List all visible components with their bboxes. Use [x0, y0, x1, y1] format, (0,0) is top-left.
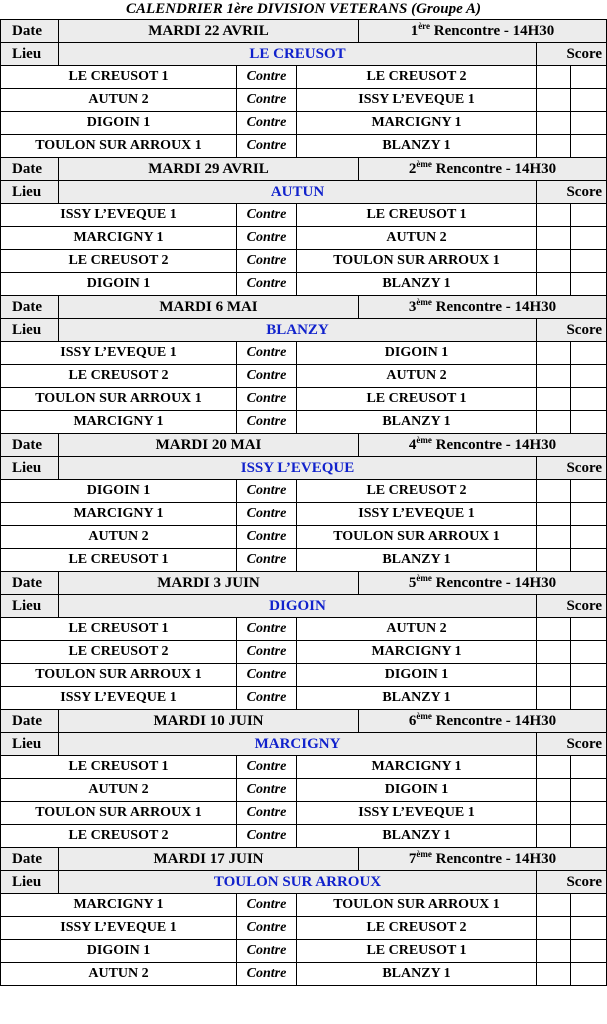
round-num: 4 [408, 437, 417, 453]
home-team: AUTUN 2 [1, 779, 237, 802]
round-venue: TOULON SUR ARROUX [59, 871, 537, 894]
away-score-cell[interactable] [571, 273, 607, 296]
round-venue-row [1, 43, 607, 66]
round-ordinal: ème [416, 159, 432, 169]
away-score-cell[interactable] [571, 963, 607, 986]
home-team: LE CREUSOT 1 [1, 66, 237, 89]
match-row [1, 526, 607, 549]
home-team: LE CREUSOT 1 [1, 756, 237, 779]
home-team: LE CREUSOT 2 [1, 250, 237, 273]
match-row [1, 227, 607, 250]
round-date: MARDI 22 AVRIL [59, 20, 359, 43]
away-score-cell[interactable] [571, 549, 607, 572]
home-score-cell[interactable] [537, 480, 571, 503]
date-label: Date [1, 710, 59, 733]
round-date-row [1, 710, 607, 733]
home-team: ISSY L’EVEQUE 1 [1, 687, 237, 710]
match-row [1, 963, 607, 986]
round-venue-row [1, 319, 607, 342]
away-score-cell[interactable] [571, 342, 607, 365]
home-score-cell[interactable] [537, 388, 571, 411]
round-date-row [1, 434, 607, 457]
round-date: MARDI 3 JUIN [59, 572, 359, 595]
home-team: DIGOIN 1 [1, 940, 237, 963]
home-score-cell[interactable] [537, 549, 571, 572]
contre-label: Contre [237, 618, 297, 641]
rencontre-label: Rencontre - 14H30 [431, 713, 557, 729]
away-score-cell[interactable] [571, 388, 607, 411]
rencontre-label: Rencontre - 14H30 [430, 23, 555, 39]
away-team: LE CREUSOT 1 [297, 204, 537, 227]
away-score-cell[interactable] [571, 894, 607, 917]
round-date-row [1, 158, 607, 181]
round-venue: LE CREUSOT [59, 43, 537, 66]
round-ordinal: ème [416, 435, 432, 445]
match-row [1, 342, 607, 365]
away-team: BLANZY 1 [297, 549, 537, 572]
contre-label: Contre [237, 250, 297, 273]
home-team: LE CREUSOT 1 [1, 549, 237, 572]
contre-label: Contre [237, 687, 297, 710]
match-row [1, 917, 607, 940]
match-row [1, 940, 607, 963]
home-team: ISSY L’EVEQUE 1 [1, 917, 237, 940]
home-score-cell[interactable] [537, 365, 571, 388]
match-row [1, 365, 607, 388]
contre-label: Contre [237, 273, 297, 296]
contre-label: Contre [237, 549, 297, 572]
contre-label: Contre [237, 480, 297, 503]
match-row [1, 388, 607, 411]
away-team: LE CREUSOT 2 [297, 480, 537, 503]
away-score-cell[interactable] [571, 756, 607, 779]
round-num: 5 [408, 575, 417, 591]
rencontre-label: Rencontre - 14H30 [431, 851, 557, 867]
away-team: LE CREUSOT 1 [297, 388, 537, 411]
rencontre-label: Rencontre - 14H30 [431, 575, 557, 591]
contre-label: Contre [237, 802, 297, 825]
home-team: MARCIGNY 1 [1, 894, 237, 917]
date-label: Date [1, 572, 59, 595]
round-number [359, 434, 607, 457]
round-date-row [1, 572, 607, 595]
away-team: ISSY L’EVEQUE 1 [297, 89, 537, 112]
away-team: TOULON SUR ARROUX 1 [297, 894, 537, 917]
away-score-cell[interactable] [571, 365, 607, 388]
round-venue-row [1, 595, 607, 618]
round-ordinal: ème [416, 573, 432, 583]
home-team: ISSY L’EVEQUE 1 [1, 342, 237, 365]
contre-label: Contre [237, 411, 297, 434]
home-score-cell[interactable] [537, 112, 571, 135]
match-row [1, 779, 607, 802]
round-number [359, 710, 607, 733]
home-score-cell[interactable] [537, 411, 571, 434]
away-score-cell[interactable] [571, 618, 607, 641]
round-num: 2 [408, 161, 417, 177]
away-score-cell[interactable] [571, 526, 607, 549]
away-team: BLANZY 1 [297, 963, 537, 986]
match-row [1, 250, 607, 273]
away-score-cell[interactable] [571, 227, 607, 250]
away-team: MARCIGNY 1 [297, 756, 537, 779]
away-team: BLANZY 1 [297, 273, 537, 296]
round-venue-row [1, 181, 607, 204]
round-date-row [1, 20, 607, 43]
home-score-cell[interactable] [537, 66, 571, 89]
away-score-cell[interactable] [571, 940, 607, 963]
contre-label: Contre [237, 894, 297, 917]
contre-label: Contre [237, 940, 297, 963]
away-team: DIGOIN 1 [297, 664, 537, 687]
contre-label: Contre [237, 342, 297, 365]
round-num: 7 [408, 851, 417, 867]
away-team: TOULON SUR ARROUX 1 [297, 526, 537, 549]
home-score-cell[interactable] [537, 273, 571, 296]
score-header: Score [537, 871, 607, 894]
home-score-cell[interactable] [537, 963, 571, 986]
round-venue-row [1, 733, 607, 756]
round-num: 6 [408, 713, 417, 729]
contre-label: Contre [237, 963, 297, 986]
round-number [359, 158, 607, 181]
date-label: Date [1, 848, 59, 871]
date-label: Date [1, 158, 59, 181]
match-row [1, 204, 607, 227]
lieu-label: Lieu [1, 43, 59, 66]
home-team: DIGOIN 1 [1, 480, 237, 503]
match-row [1, 641, 607, 664]
away-score-cell[interactable] [571, 687, 607, 710]
match-row [1, 825, 607, 848]
match-row [1, 503, 607, 526]
contre-label: Contre [237, 112, 297, 135]
round-ordinal: ème [416, 849, 432, 859]
round-number [359, 572, 607, 595]
away-team: MARCIGNY 1 [297, 641, 537, 664]
match-row [1, 618, 607, 641]
away-team: AUTUN 2 [297, 365, 537, 388]
away-score-cell[interactable] [571, 89, 607, 112]
away-team: AUTUN 2 [297, 227, 537, 250]
home-score-cell[interactable] [537, 618, 571, 641]
round-ordinal: ère [418, 21, 431, 31]
contre-label: Contre [237, 825, 297, 848]
away-team: MARCIGNY 1 [297, 112, 537, 135]
home-team: TOULON SUR ARROUX 1 [1, 135, 237, 158]
round-venue-row [1, 457, 607, 480]
match-row [1, 687, 607, 710]
round-number [359, 296, 607, 319]
home-team: AUTUN 2 [1, 89, 237, 112]
away-score-cell[interactable] [571, 411, 607, 434]
score-header: Score [537, 181, 607, 204]
round-date-row [1, 296, 607, 319]
home-score-cell[interactable] [537, 756, 571, 779]
round-venue: MARCIGNY [59, 733, 537, 756]
match-row [1, 802, 607, 825]
match-row [1, 135, 607, 158]
away-score-cell[interactable] [571, 503, 607, 526]
lieu-label: Lieu [1, 181, 59, 204]
round-date: MARDI 20 MAI [59, 434, 359, 457]
home-score-cell[interactable] [537, 825, 571, 848]
home-team: DIGOIN 1 [1, 112, 237, 135]
match-row [1, 756, 607, 779]
lieu-label: Lieu [1, 595, 59, 618]
match-row [1, 273, 607, 296]
round-date: MARDI 29 AVRIL [59, 158, 359, 181]
score-header: Score [537, 319, 607, 342]
away-score-cell[interactable] [571, 66, 607, 89]
date-label: Date [1, 20, 59, 43]
contre-label: Contre [237, 66, 297, 89]
home-score-cell[interactable] [537, 89, 571, 112]
home-score-cell[interactable] [537, 687, 571, 710]
away-team: BLANZY 1 [297, 825, 537, 848]
match-row [1, 411, 607, 434]
home-score-cell[interactable] [537, 342, 571, 365]
away-team: DIGOIN 1 [297, 342, 537, 365]
home-score-cell[interactable] [537, 503, 571, 526]
away-team: TOULON SUR ARROUX 1 [297, 250, 537, 273]
away-score-cell[interactable] [571, 250, 607, 273]
contre-label: Contre [237, 503, 297, 526]
away-score-cell[interactable] [571, 135, 607, 158]
match-row [1, 112, 607, 135]
home-team: AUTUN 2 [1, 526, 237, 549]
away-score-cell[interactable] [571, 641, 607, 664]
away-score-cell[interactable] [571, 917, 607, 940]
date-label: Date [1, 296, 59, 319]
round-num: 3 [408, 299, 417, 315]
match-row [1, 89, 607, 112]
home-score-cell[interactable] [537, 227, 571, 250]
home-team: DIGOIN 1 [1, 273, 237, 296]
away-score-cell[interactable] [571, 112, 607, 135]
home-team: AUTUN 2 [1, 963, 237, 986]
contre-label: Contre [237, 204, 297, 227]
home-score-cell[interactable] [537, 940, 571, 963]
match-row [1, 549, 607, 572]
match-row [1, 480, 607, 503]
round-date-row [1, 848, 607, 871]
round-date: MARDI 6 MAI [59, 296, 359, 319]
home-team: MARCIGNY 1 [1, 503, 237, 526]
home-team: TOULON SUR ARROUX 1 [1, 388, 237, 411]
round-ordinal: ème [416, 711, 432, 721]
away-score-cell[interactable] [571, 480, 607, 503]
round-number [359, 20, 607, 43]
round-date: MARDI 17 JUIN [59, 848, 359, 871]
away-score-cell[interactable] [571, 779, 607, 802]
contre-label: Contre [237, 917, 297, 940]
away-team: LE CREUSOT 1 [297, 940, 537, 963]
score-header: Score [537, 43, 607, 66]
away-team: DIGOIN 1 [297, 779, 537, 802]
round-date: MARDI 10 JUIN [59, 710, 359, 733]
round-venue: ISSY L’EVEQUE [59, 457, 537, 480]
contre-label: Contre [237, 365, 297, 388]
title-row [1, 0, 607, 20]
contre-label: Contre [237, 756, 297, 779]
score-header: Score [537, 733, 607, 756]
home-score-cell[interactable] [537, 917, 571, 940]
match-row [1, 66, 607, 89]
round-number [359, 848, 607, 871]
home-score-cell[interactable] [537, 664, 571, 687]
lieu-label: Lieu [1, 733, 59, 756]
round-venue: AUTUN [59, 181, 537, 204]
rencontre-label: Rencontre - 14H30 [431, 161, 557, 177]
home-score-cell[interactable] [537, 894, 571, 917]
score-header: Score [537, 595, 607, 618]
home-score-cell[interactable] [537, 526, 571, 549]
away-score-cell[interactable] [571, 204, 607, 227]
round-venue: BLANZY [59, 319, 537, 342]
rencontre-label: Rencontre - 14H30 [431, 299, 557, 315]
away-team: LE CREUSOT 2 [297, 66, 537, 89]
away-team: ISSY L’EVEQUE 1 [297, 503, 537, 526]
round-ordinal: ème [416, 297, 432, 307]
date-label: Date [1, 434, 59, 457]
away-score-cell[interactable] [571, 664, 607, 687]
home-team: LE CREUSOT 2 [1, 365, 237, 388]
score-header: Score [537, 457, 607, 480]
away-team: ISSY L’EVEQUE 1 [297, 802, 537, 825]
home-score-cell[interactable] [537, 779, 571, 802]
contre-label: Contre [237, 779, 297, 802]
home-team: MARCIGNY 1 [1, 227, 237, 250]
contre-label: Contre [237, 227, 297, 250]
away-team: BLANZY 1 [297, 135, 537, 158]
home-score-cell[interactable] [537, 641, 571, 664]
rencontre-label: Rencontre - 14H30 [431, 437, 557, 453]
contre-label: Contre [237, 388, 297, 411]
home-team: MARCIGNY 1 [1, 411, 237, 434]
away-team: BLANZY 1 [297, 411, 537, 434]
away-team: BLANZY 1 [297, 687, 537, 710]
round-venue-row [1, 871, 607, 894]
match-row [1, 664, 607, 687]
round-num: 1 [410, 23, 419, 39]
contre-label: Contre [237, 135, 297, 158]
away-team: AUTUN 2 [297, 618, 537, 641]
contre-label: Contre [237, 89, 297, 112]
home-team: ISSY L’EVEQUE 1 [1, 204, 237, 227]
round-venue: DIGOIN [59, 595, 537, 618]
page-title: CALENDRIER 1ère DIVISION VETERANS (Groupe A) [126, 1, 481, 17]
home-team: LE CREUSOT 1 [1, 618, 237, 641]
home-team: TOULON SUR ARROUX 1 [1, 664, 237, 687]
home-team: LE CREUSOT 2 [1, 641, 237, 664]
lieu-label: Lieu [1, 871, 59, 894]
away-team: LE CREUSOT 2 [297, 917, 537, 940]
contre-label: Contre [237, 526, 297, 549]
away-score-cell[interactable] [571, 825, 607, 848]
contre-label: Contre [237, 641, 297, 664]
contre-label: Contre [237, 664, 297, 687]
home-team: LE CREUSOT 2 [1, 825, 237, 848]
home-score-cell[interactable] [537, 204, 571, 227]
lieu-label: Lieu [1, 319, 59, 342]
match-row [1, 894, 607, 917]
home-score-cell[interactable] [537, 802, 571, 825]
lieu-label: Lieu [1, 457, 59, 480]
home-score-cell[interactable] [537, 250, 571, 273]
away-score-cell[interactable] [571, 802, 607, 825]
home-team: TOULON SUR ARROUX 1 [1, 802, 237, 825]
home-score-cell[interactable] [537, 135, 571, 158]
